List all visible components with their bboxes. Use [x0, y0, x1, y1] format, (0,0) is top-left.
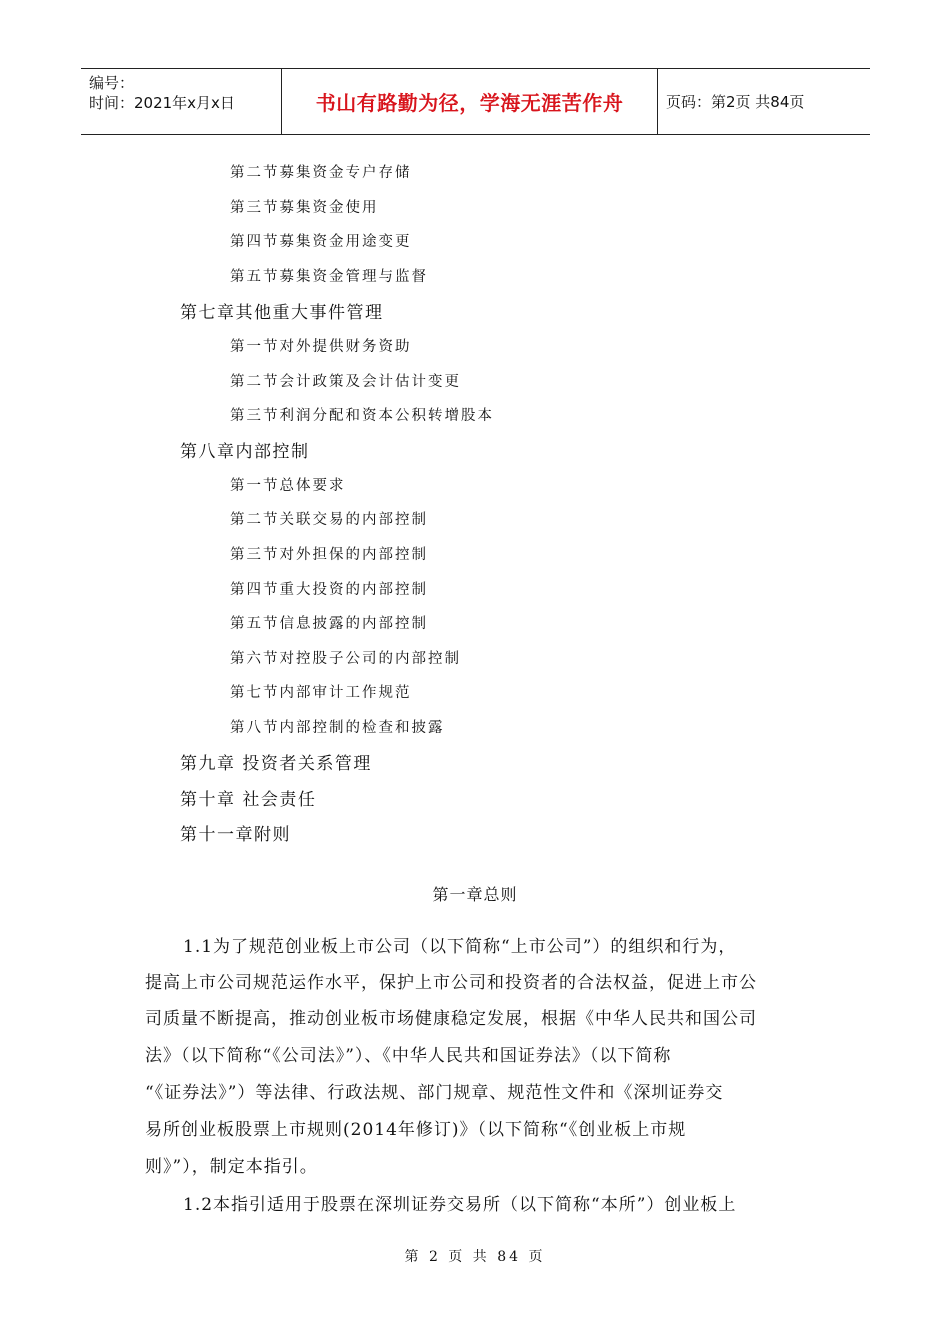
paragraph-line: 司质量不断提高，推动创业板市场健康稳定发展，根据《中华人民共和国公司 [145, 1009, 757, 1029]
toc-item: 第七节内部审计工作规范 [230, 685, 412, 701]
paragraph-line: 易所创业板股票上市规则(2014年修订)》（以下简称“《创业板上市规 [145, 1120, 687, 1140]
toc-chapter: 第十一章附则 [180, 825, 291, 845]
toc-item: 第三节对外担保的内部控制 [230, 547, 428, 563]
paragraph-line: 则》”），制定本指引。 [145, 1157, 318, 1177]
toc-item: 第二节关联交易的内部控制 [230, 512, 428, 528]
toc-chapter: 第九章 投资者关系管理 [180, 754, 372, 774]
toc-item: 第八节内部控制的检查和披露 [230, 720, 445, 736]
header-page-info: 页码：第2页 共84页 [666, 93, 805, 111]
page-footer: 第 2 页 共 84 页 [404, 1249, 546, 1265]
toc-item: 第二节募集资金专户存储 [230, 165, 412, 181]
page-header [81, 68, 870, 135]
toc-item: 第五节信息披露的内部控制 [230, 616, 428, 632]
toc-item: 第六节对控股子公司的内部控制 [230, 651, 461, 667]
paragraph-line: 提高上市公司规范运作水平，保护上市公司和投资者的合法权益，促进上市公 [145, 973, 757, 993]
document-number-label: 编号： [89, 74, 135, 92]
header-motto: 书山有路勤为径，学海无涯苦作舟 [315, 91, 624, 115]
header-meta [81, 69, 282, 134]
header-motto-cell [282, 69, 658, 134]
paragraph-line: 法》（以下简称“《公司法》”）、《中华人民共和国证券法》（以下简称 [145, 1046, 672, 1066]
paragraph-line: “《证券法》”）等法律、行政法规、部门规章、规范性文件和《深圳证券交 [145, 1083, 724, 1103]
toc-item: 第二节会计政策及会计估计变更 [230, 374, 461, 390]
toc-item: 第四节募集资金用途变更 [230, 234, 412, 250]
paragraph-line: 1.2本指引适用于股票在深圳证券交易所（以下简称“本所”）创业板上 [183, 1195, 737, 1215]
document-time-label: 时间：2021年x月x日 [89, 94, 235, 112]
toc-item: 第三节募集资金使用 [230, 200, 379, 216]
chapter-title: 第一章总则 [432, 885, 518, 904]
toc-item: 第五节募集资金管理与监督 [230, 269, 428, 285]
toc-chapter: 第八章内部控制 [180, 442, 310, 462]
toc-chapter: 第七章其他重大事件管理 [180, 303, 384, 323]
toc-chapter: 第十章 社会责任 [180, 790, 317, 810]
toc-item: 第四节重大投资的内部控制 [230, 582, 428, 598]
toc-item: 第三节利润分配和资本公积转增股本 [230, 408, 494, 424]
toc-item: 第一节对外提供财务资助 [230, 339, 412, 355]
toc-item: 第一节总体要求 [230, 478, 346, 494]
paragraph-line: 1.1为了规范创业板上市公司（以下简称“上市公司”）的组织和行为， [183, 937, 737, 957]
